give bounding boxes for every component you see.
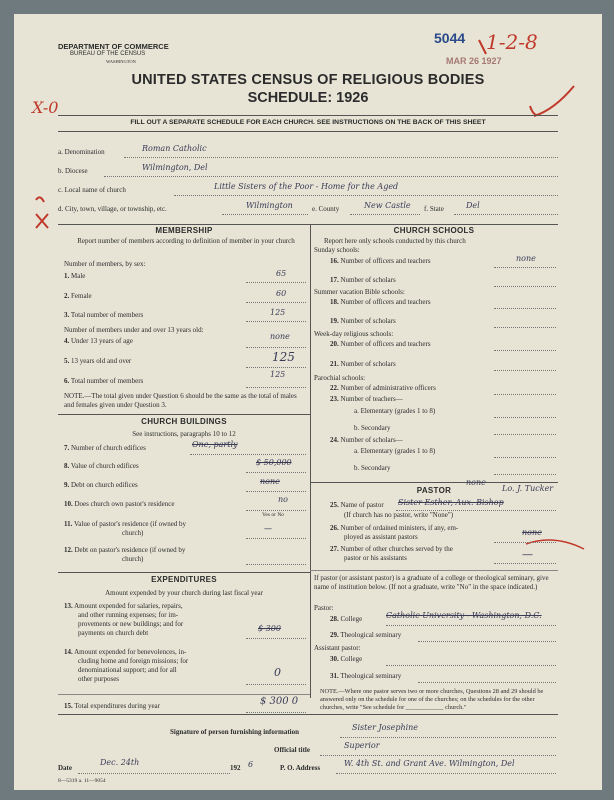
year-suffix: 6 (248, 760, 254, 769)
state-value: Del (466, 201, 480, 210)
total-members-value: 125 (270, 308, 286, 317)
city-value: Wilmington (246, 201, 293, 210)
stamp-date: MAR 26 1927 (446, 56, 502, 66)
diocese-value: Wilmington, Del (142, 163, 208, 172)
by-sex-label: Number of members, by sex: (64, 260, 146, 268)
total-expenditures-label: Total expenditures during year (74, 702, 160, 710)
under-13-label: Under 13 years of age (71, 337, 133, 345)
margin-mark: X-0 (32, 98, 59, 117)
address-label: P. O. Address (280, 764, 321, 772)
official-title-value: Superior (344, 741, 380, 750)
total-6-label: Total number of members (70, 377, 144, 385)
buildings-heading: CHURCH BUILDINGS (141, 417, 227, 426)
stamp-number: 5044 (434, 30, 466, 46)
total-members-label: Total number of members (70, 311, 144, 319)
pastor-none-mark: none (466, 478, 486, 487)
census-form: 5044 MAR 26 1927 1-2-8 X-0 DEPARTMENT OF COMMERCE BUREAU OF THE CENSUS WASHINGTON UNITED STATES CENSUS OF RELIGIOUS BODIES SCHEDULE: 1926 FILL OUT A SEPARATE SCHEDULE FOR EACH CHURCH. SEE INSTRUCTIONS ON THE BACK OF THIS SHEET a. Denomination Roman Catholic b. Diocese Wilmington, Del c. Local name of church Little Sisters of the Poor - Home for the Aged d. City, town, village, or township, etc. Wilmington e. County New Castle f. State Del MEMBERSHIP Report number of members according to definition of member in your church Number of members, by sex: 1. Male 65 2. Female 60 3. Total number of members 125 Number of members under and over 13 years old: 4. Under 13 years of age none 5. 13 years old and over 125 6. Total number of members 125 NOTE.—The total given under Question 6 should be the same as the total of males and females given under Question 3. CHURCH BUILDINGS See instructions, paragraphs 10 to 12 7. Number of church edifices One, partly 8. Value of church edifices $ 50,000 9. Debt on church edifices none 10. Does church own pastor's residence no Yes or No 11. Value of pastor's residence (if owned by church) — 12. Debt on pastor's residence (if owned by church) EXPENDITURES Amount expended by your church during last fiscal year 13. Amount expended for salaries, repairs, and other running expenses; for im- provements or new buildings; and for payments on church debt $ 300 14. Amount expended for benevolences, in- cluding home and foreign missions; for denominational support; and for all other purposes 0 15. Total expenditures during year $ 300 0 CHURCH SCHOOLS Report here only schools conducted by this church Sunday schools: 16. Number of officers and teachers none 17. Number of scholars Summer vacation Bible schools: 18. Number of officers and teachers 19. Number of scholars Week-day religious schools: 20. Number of officers and teachers 21. Number of scholars Parochial schools: 22. Number of administrative officers 23. Number of teachers— a. Elementary (grades 1 to 8) b. Secondary 24. Number of scholars— a. Elementary (grades 1 to 8) b. Secondary PASTOR none Lo. J. Tucker 25. Name of pastor (If church has no pastor, write "None") Sister Esther, Aux. Bishop 26. Number of ordained ministers, if any, em- ployed as assistant pastors none 27. Number of other churches served by the pastor or his assistants — If pastor (or assistant pastor) is a graduate of a college or theological seminary, give name of institution below. (If not a graduate, write "No" in the space indicated.) Pastor: 28. College Catholic University - Washington, D.C. 29. Theological seminary Assistant pastor: 30. College 31. Theological seminary NOTE.—Where one pastor serves two or more churches, Questions 28 and 29 should be answered only on the schedule for one of the churches; on the schedules for the other churches, write "See schedule for ____________ church." Signature of person furnishing information Sister Josephine Official title Superior Date Dec. 24th 192 6 P. O. Address W. 4th St. and Grant Ave. Wilmington, Del 8—5319 a. 11—9054 (14, 14, 602, 790)
church-name-label: c. Local name of church (58, 186, 126, 194)
church-name-value: Little Sisters of the Poor - Home for the Aged (214, 182, 399, 191)
state-label: f. State (424, 205, 444, 213)
pastor-residence-label: Does church own pastor's residence (74, 500, 175, 508)
pastor-graduate-note: If pastor (or assistant pastor) is a graduate of a college or theological seminary, give name of institution below. (If not a graduate, write "No" in the space indicated.) (314, 574, 549, 591)
membership-footnote: NOTE.—The total given under Question 6 should be the same as the total of males and females given under Question 3. (64, 392, 297, 409)
over-13-label: 13 years old and over (71, 357, 132, 365)
benevolences-value: 0 (274, 666, 281, 679)
pastor-name-value: Sister Esther, Aux. Bishop (398, 498, 504, 507)
benevolences-label: Amount expended for benevolences, in- (74, 648, 187, 656)
edifices-value: One, partly (192, 440, 238, 449)
denomination-label: a. Denomination (58, 148, 105, 156)
address-value: W. 4th St. and Grant Ave. Wilmington, Del (344, 759, 515, 768)
over-13-value: 125 (272, 350, 295, 364)
female-label: Female (71, 292, 92, 300)
residence-value-label: Value of pastor's residence (if owned by (74, 520, 187, 528)
yes-or-no: Yes or No (262, 512, 285, 518)
pastor-footnote: NOTE.—Where one pastor serves two or more churches, Questions 28 and 29 should be answered only on the schedule for one of the churches; on the schedules for the other churches, write "See schedule for ____________ church." (320, 688, 544, 711)
residence-value-value: — (264, 524, 272, 533)
weekday-schools-label: Week-day religious schools: (314, 330, 394, 338)
edifices-label: Number of church edifices (71, 444, 146, 452)
instruction-line: FILL OUT A SEPARATE SCHEDULE FOR EACH CHURCH. SEE INSTRUCTIONS ON THE BACK OF THIS SHEET (130, 119, 486, 126)
city-label: d. City, town, village, or township, etc. (58, 205, 167, 213)
buildings-note: See instructions, paragraphs 10 to 12 (132, 430, 236, 438)
department: DEPARTMENT OF COMMERCE (58, 42, 169, 51)
county-value: New Castle (364, 201, 411, 210)
female-value: 60 (276, 289, 287, 298)
county-label: e. County (312, 205, 340, 213)
denomination-value: Roman Catholic (142, 144, 207, 153)
male-value: 65 (276, 269, 287, 278)
sunday-schools-label: Sunday schools: (314, 246, 360, 254)
schools-heading: CHURCH SCHOOLS (393, 226, 475, 235)
year-prefix: 192 (230, 764, 241, 772)
expenditures-heading: EXPENDITURES (151, 575, 217, 584)
total-6-value: 125 (270, 370, 286, 379)
expenditures-note: Amount expended by your church during last fiscal year (105, 589, 263, 597)
file-code: 1-2-8 (486, 30, 538, 54)
residence-debt-label: Debt on pastor's residence (if owned by (74, 546, 186, 554)
form-code: 8—5319 a. 11—9054 (58, 778, 106, 784)
signature-value: Sister Josephine (352, 723, 419, 732)
membership-heading: MEMBERSHIP (155, 226, 213, 235)
parochial-schools-label: Parochial schools: (314, 374, 366, 382)
edifice-value-label: Value of church edifices (70, 462, 139, 470)
edifice-value-value: $ 50,000 (256, 458, 292, 467)
total-expenditures-value: $ 300 0 (260, 696, 299, 707)
salaries-label: Amount expended for salaries, repairs, (74, 602, 183, 610)
signature-label: Signature of person furnishing information (170, 728, 299, 736)
form-title: UNITED STATES CENSUS OF RELIGIOUS BODIES (131, 72, 485, 88)
debt-edifices-value: none (260, 477, 280, 486)
college-value: Catholic University - Washington, D.C. (386, 611, 542, 620)
vacation-schools-label: Summer vacation Bible schools: (314, 288, 405, 296)
pastor-annotation: Lo. J. Tucker (502, 484, 554, 493)
date-value: Dec. 24th (100, 758, 140, 767)
official-title-label: Official title (274, 746, 310, 754)
salaries-value: $ 300 (258, 624, 281, 633)
location: WASHINGTON (106, 59, 136, 64)
date-label: Date (58, 764, 72, 772)
membership-note: Report number of members according to definition of member in your church (77, 237, 295, 245)
pastor-heading: PASTOR (416, 486, 452, 495)
pastor-residence-value: no (278, 495, 288, 504)
diocese-label: b. Diocese (58, 167, 88, 175)
male-label: Male (71, 272, 86, 280)
by-age-label: Number of members under and over 13 years old: (64, 326, 204, 334)
bureau: BUREAU OF THE CENSUS (70, 51, 146, 57)
schools-note: Report here only schools conducted by this church (324, 237, 466, 245)
under-13-value: none (270, 332, 290, 341)
debt-edifices-label: Debt on church edifices (71, 481, 138, 489)
form-subtitle: SCHEDULE: 1926 (247, 90, 369, 106)
pastor-name-label: Name of pastor (340, 501, 384, 509)
